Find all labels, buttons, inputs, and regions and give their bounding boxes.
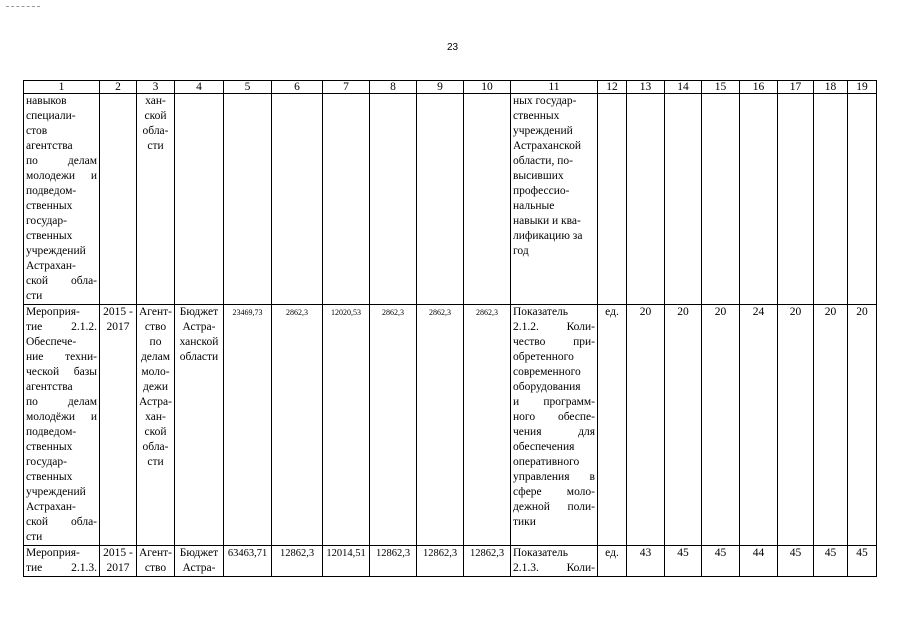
cell-funding-source [175, 94, 224, 305]
cell-total: 63463,71 [224, 546, 272, 577]
col-header-3: 3 [137, 81, 175, 94]
cell-event-name: Мероприя- тие 2.1.2. Обеспече- ние техни- ческой базы агентства по делам молодёжи и подведом- ственных государ- ственных учреждений Астрахан- ской обла- сти [24, 305, 100, 546]
cell-col9 [417, 94, 464, 305]
cell-total: 23469,73 [224, 305, 272, 546]
cell-col19: 45 [848, 546, 877, 577]
col-header-2: 2 [100, 81, 137, 94]
cell-event-name: навыков специали- стов агентства по делам молодежи и подведом- ственных государ- ственных учреждений Астрахан- ской обла- сти [24, 94, 100, 305]
cell-col19 [848, 94, 877, 305]
cell-col17 [778, 94, 814, 305]
cell-indicator: Показатель 2.1.2. Коли- чество при- обретенного современного оборудования и программ- ного обеспе- чения для обеспечения оперативного управления в сфере моло- дежной поли- тики [511, 305, 598, 546]
cell-col17: 45 [778, 546, 814, 577]
col-header-18: 18 [814, 81, 848, 94]
cell-period: 2015 - 2017 [100, 546, 137, 577]
cell-col8 [370, 94, 417, 305]
cell-col16: 24 [740, 305, 778, 546]
col-header-9: 9 [417, 81, 464, 94]
column-number-row [24, 81, 877, 94]
cell-col14: 20 [665, 305, 702, 546]
cell-col9: 2862,3 [417, 305, 464, 546]
cell-unit [598, 94, 627, 305]
cell-total [224, 94, 272, 305]
col-header-10: 10 [464, 81, 511, 94]
table-row-event-2-1-3 [24, 546, 877, 577]
cell-2016 [323, 94, 370, 305]
cell-executor: Агент- ство по делам моло- дежи Астра- хан- ской обла- сти [137, 305, 175, 546]
col-header-12: 12 [598, 81, 627, 94]
cell-unit: ед. [598, 546, 627, 577]
page-number: 23 [446, 42, 459, 53]
col-header-15: 15 [702, 81, 740, 94]
col-header-8: 8 [370, 81, 417, 94]
cell-col18: 20 [814, 305, 848, 546]
cell-period [100, 94, 137, 305]
cell-col15 [702, 94, 740, 305]
cell-col13: 43 [627, 546, 665, 577]
table-row-event-2-1-2 [24, 305, 877, 546]
cell-col9: 12862,3 [417, 546, 464, 577]
col-header-6: 6 [272, 81, 323, 94]
cell-indicator: ных государ- ственных учреждений Астраханской области, по- высивших профессио- нальные навыки и ква- лификацию за год [511, 94, 598, 305]
cell-2015 [272, 94, 323, 305]
cell-funding-source: Бюджет Астра- [175, 546, 224, 577]
table-row-continued [24, 94, 877, 305]
col-header-13: 13 [627, 81, 665, 94]
col-header-4: 4 [175, 81, 224, 94]
cell-col10 [464, 94, 511, 305]
col-header-14: 14 [665, 81, 702, 94]
cell-col18: 45 [814, 546, 848, 577]
cell-col16 [740, 94, 778, 305]
cell-col16: 44 [740, 546, 778, 577]
cell-col14 [665, 94, 702, 305]
cell-executor: Агент- ство [137, 546, 175, 577]
cell-col8: 12862,3 [370, 546, 417, 577]
col-header-19: 19 [848, 81, 877, 94]
cell-col17: 20 [778, 305, 814, 546]
col-header-16: 16 [740, 81, 778, 94]
cell-col15: 20 [702, 305, 740, 546]
col-header-17: 17 [778, 81, 814, 94]
cell-col14: 45 [665, 546, 702, 577]
cell-2016: 12020,53 [323, 305, 370, 546]
cell-2016: 12014,51 [323, 546, 370, 577]
col-header-5: 5 [224, 81, 272, 94]
cell-col18 [814, 94, 848, 305]
cell-2015: 2862,3 [272, 305, 323, 546]
cell-col10: 2862,3 [464, 305, 511, 546]
program-table [23, 80, 877, 577]
col-header-11: 11 [511, 81, 598, 94]
cell-unit: ед. [598, 305, 627, 546]
cell-funding-source: Бюджет Астра- ханской области [175, 305, 224, 546]
cell-indicator: Показатель 2.1.3. Коли- [511, 546, 598, 577]
cell-col15: 45 [702, 546, 740, 577]
cell-col13 [627, 94, 665, 305]
cell-event-name: Мероприя- тие 2.1.3. [24, 546, 100, 577]
cell-col10: 12862,3 [464, 546, 511, 577]
col-header-7: 7 [323, 81, 370, 94]
cell-col19: 20 [848, 305, 877, 546]
cell-period: 2015 - 2017 [100, 305, 137, 546]
cell-2015: 12862,3 [272, 546, 323, 577]
cell-executor: хан- ской обла- сти [137, 94, 175, 305]
cell-col13: 20 [627, 305, 665, 546]
scan-corner-mark [6, 6, 40, 7]
col-header-1: 1 [24, 81, 100, 94]
cell-col8: 2862,3 [370, 305, 417, 546]
